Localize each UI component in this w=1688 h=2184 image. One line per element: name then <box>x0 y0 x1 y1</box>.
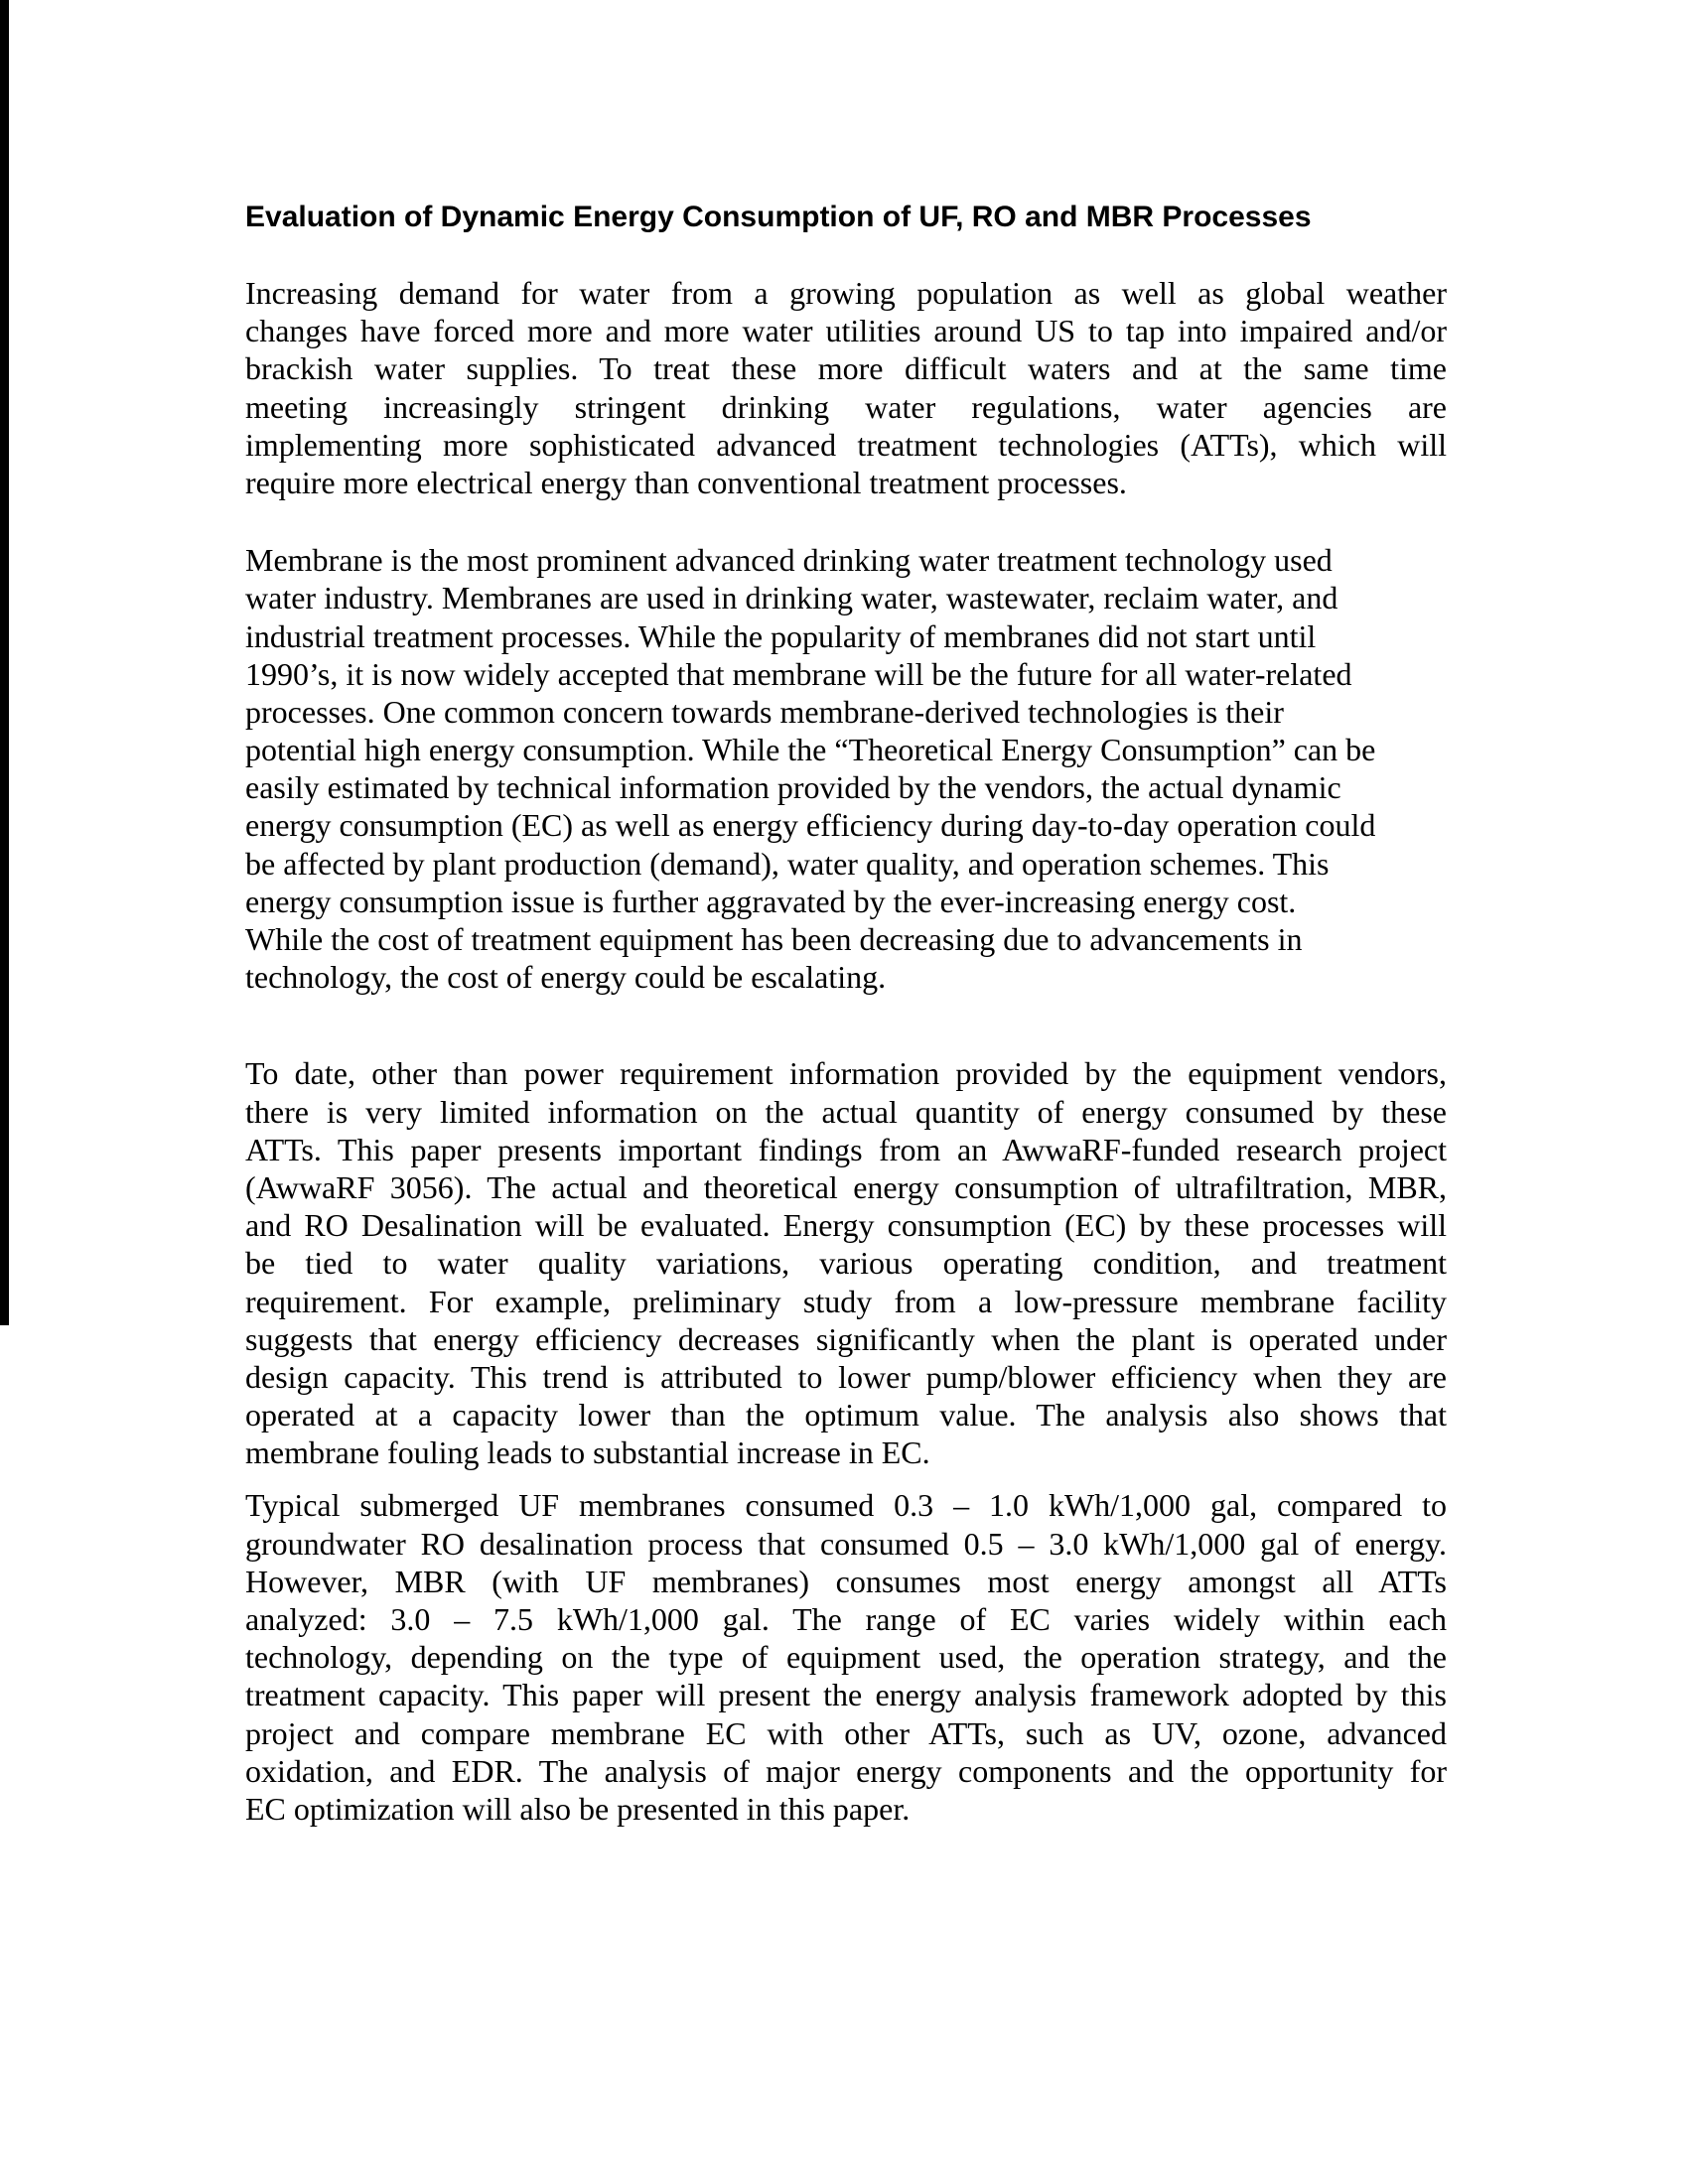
text-line: processes. One common concern towards membrane-derived technologies is their <box>245 693 1284 730</box>
text-line: While the cost of treatment equipment has been decreasing due to advancements in <box>245 921 1303 957</box>
text-line: membrane fouling leads to substantial increase in EC. <box>245 1434 930 1471</box>
text-line: suggests that energy efficiency decreases significantly when the plant is operated under <box>245 1320 1447 1357</box>
text-line: EC optimization will also be presented in this paper. <box>245 1790 911 1827</box>
text-line: water industry. Membranes are used in drinking water, wastewater, reclaim water, and <box>245 580 1338 616</box>
text-line: require more electrical energy than conventional treatment processes. <box>245 464 1127 500</box>
text-line: potential high energy consumption. While the “Theoretical Energy Consumption” can be <box>245 732 1376 768</box>
page-title: Evaluation of Dynamic Energy Consumption of UF, RO and MBR Processes <box>245 201 1312 233</box>
page-content <box>245 0 1447 1828</box>
text-line: Membrane is the most prominent advanced drinking water treatment technology used <box>245 542 1333 579</box>
scan-artifact-line <box>0 0 9 1325</box>
paragraph-1 <box>245 274 1447 501</box>
text-line: oxidation, and EDR. The analysis of major energy components and the opportunity for <box>245 1752 1447 1789</box>
text-line: technology, the cost of energy could be escalating. <box>245 959 887 996</box>
text-line: project and compare membrane EC with other ATTs, such as UV, ozone, advanced <box>245 1714 1447 1751</box>
text-line: ATTs. This paper presents important findings from an AwwaRF-funded research project <box>245 1131 1447 1167</box>
text-line: 1990’s, it is now widely accepted that membrane will be the future for all water-related <box>245 655 1352 692</box>
text-line: (AwwaRF 3056). The actual and theoretical energy consumption of ultrafiltration, MBR, <box>245 1168 1447 1205</box>
text-line: technology, depending on the type of equipment used, the operation strategy, and the <box>245 1639 1447 1676</box>
text-line: treatment capacity. This paper will present the energy analysis framework adopted by this <box>245 1677 1447 1713</box>
text-line: and RO Desalination will be evaluated. Energy consumption (EC) by these processes will <box>245 1207 1447 1244</box>
paragraph-3 <box>245 1054 1447 1471</box>
text-line: However, MBR (with UF membranes) consumes most energy amongst all ATTs <box>245 1563 1447 1599</box>
text-line: implementing more sophisticated advanced treatment technologies (ATTs), which will <box>245 426 1447 463</box>
text-line: design capacity. This trend is attributed to lower pump/blower efficiency when they are <box>245 1358 1447 1395</box>
paragraph-4 <box>245 1486 1447 1828</box>
text-line: energy consumption (EC) as well as energy efficiency during day-to-day operation could <box>245 807 1376 844</box>
text-line: changes have forced more and more water utilities around US to tap into impaired and/or <box>245 313 1447 349</box>
text-line: To date, other than power requirement information provided by the equipment vendors, <box>245 1055 1447 1092</box>
text-line: Increasing demand for water from a growing population as well as global weather <box>245 275 1447 311</box>
text-line: there is very limited information on the actual quantity of energy consumed by these <box>245 1093 1447 1130</box>
paragraph-2 <box>245 541 1447 996</box>
text-line: analyzed: 3.0 – 7.5 kWh/1,000 gal. The range of EC varies widely within each <box>245 1601 1447 1637</box>
text-line: be tied to water quality variations, various operating condition, and treatment <box>245 1245 1447 1282</box>
text-line: industrial treatment processes. While the popularity of membranes did not start until <box>245 617 1317 654</box>
text-line: be affected by plant production (demand), water quality, and operation schemes. This <box>245 845 1330 882</box>
text-line: easily estimated by technical information provided by the vendors, the actual dynamic <box>245 769 1341 806</box>
text-line: brackish water supplies. To treat these more difficult waters and at the same time <box>245 350 1447 387</box>
text-line: groundwater RO desalination process that consumed 0.5 – 3.0 kWh/1,000 gal of energy. <box>245 1525 1447 1562</box>
text-line: requirement. For example, preliminary study from a low-pressure membrane facility <box>245 1283 1447 1319</box>
text-line: operated at a capacity lower than the optimum value. The analysis also shows that <box>245 1397 1447 1433</box>
text-line: Typical submerged UF membranes consumed 0.3 – 1.0 kWh/1,000 gal, compared to <box>245 1487 1447 1524</box>
text-line: meeting increasingly stringent drinking water regulations, water agencies are <box>245 388 1447 425</box>
text-line: energy consumption issue is further aggravated by the ever-increasing energy cost. <box>245 883 1297 919</box>
